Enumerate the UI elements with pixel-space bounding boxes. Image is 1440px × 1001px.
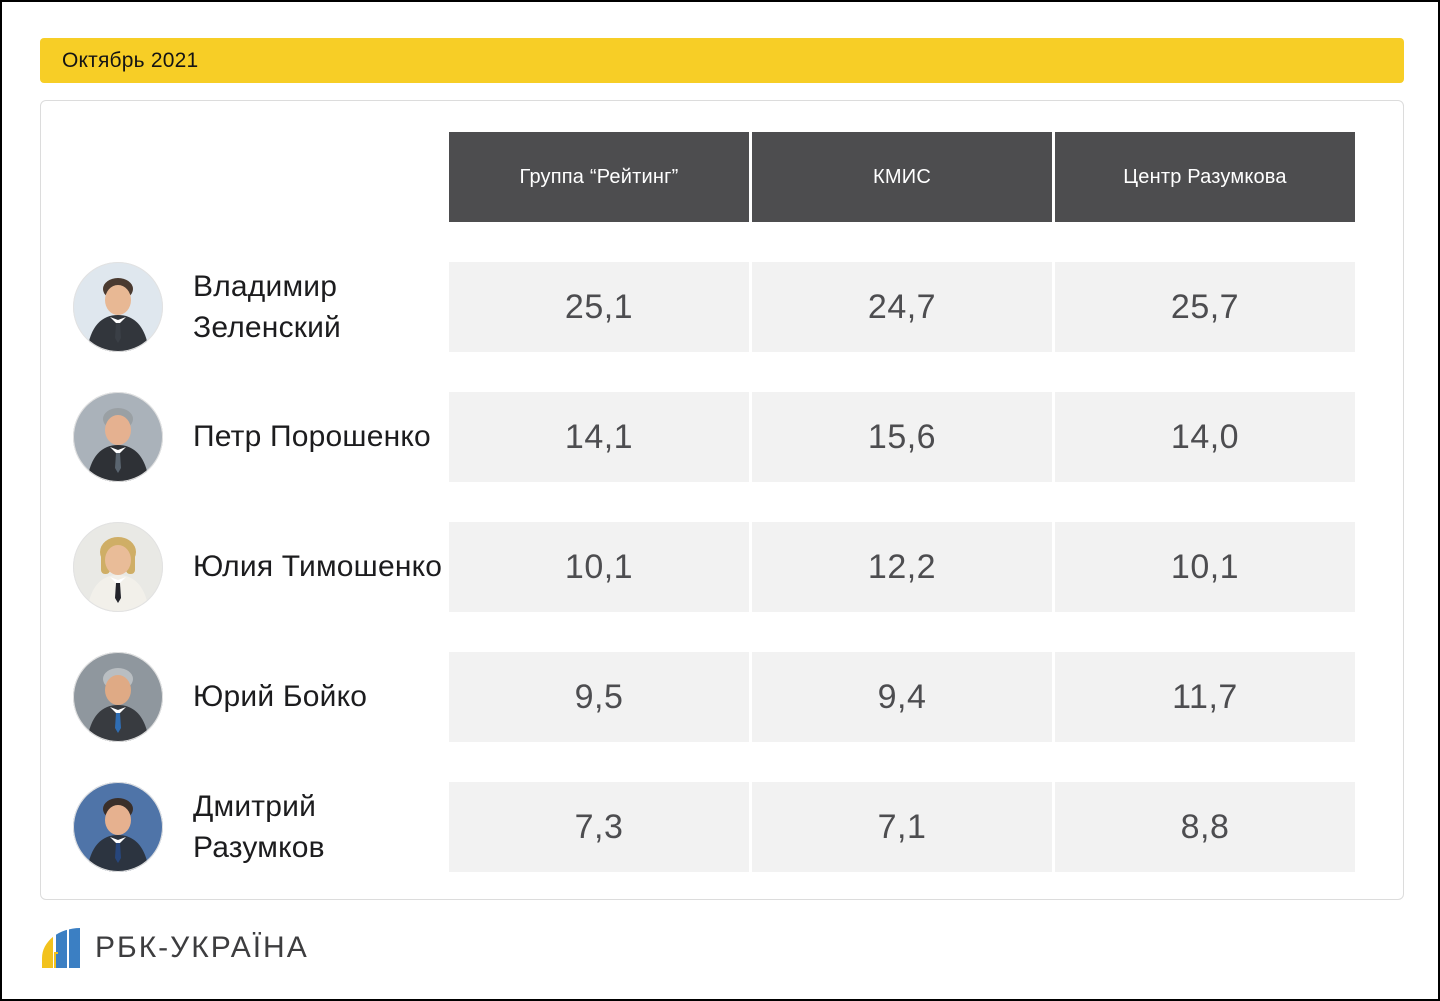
candidate-avatar: [73, 782, 163, 872]
candidate-avatar: [73, 522, 163, 612]
rbc-logo-text: РБК-УКРАЇНА: [95, 931, 309, 964]
poll-value-cell: [752, 392, 1052, 482]
column-header: Центр Разумкова: [1055, 132, 1355, 222]
poll-value-cell: [752, 782, 1052, 872]
poll-table: [73, 132, 1355, 872]
period-banner: [40, 38, 1404, 83]
candidate-name: Петр Порошенко: [193, 420, 431, 454]
header-spacer: [73, 132, 446, 222]
candidate-name: Дмитрий Разумков: [193, 789, 325, 864]
poll-value-cell: [1055, 262, 1355, 352]
footer-logo: [42, 922, 309, 974]
rbc-logo-icon: [42, 928, 80, 968]
poll-value-cell: [1055, 782, 1355, 872]
candidate-name: Владимир Зеленский: [193, 269, 342, 344]
poll-value: 14,1: [564, 417, 634, 456]
poll-value: 11,7: [1172, 677, 1238, 716]
poll-table-card: [40, 100, 1404, 900]
column-header: Группа “Рейтинг”: [449, 132, 749, 222]
poll-value-cell: [449, 262, 749, 352]
poll-value-cell: [752, 652, 1052, 742]
poll-value: 10,1: [564, 547, 634, 586]
poll-value-cell: [449, 392, 749, 482]
poll-value: 15,6: [867, 417, 937, 456]
poll-value: 7,3: [574, 807, 624, 846]
candidate-avatar: [73, 262, 163, 352]
poll-value: 25,1: [564, 287, 634, 326]
candidate-cell: [73, 782, 446, 872]
poll-value: 8,8: [1180, 807, 1230, 846]
poll-value-cell: [449, 652, 749, 742]
poll-value-cell: [449, 782, 749, 872]
candidate-cell: [73, 392, 446, 482]
candidate-name: Юлия Тимошенко: [193, 550, 443, 584]
poll-value: 24,7: [867, 287, 937, 326]
poll-value: 14,0: [1170, 417, 1240, 456]
column-header: КМИС: [752, 132, 1052, 222]
poll-value: 12,2: [867, 547, 937, 586]
candidate-cell: [73, 652, 446, 742]
candidate-name: Юрий Бойко: [193, 680, 368, 714]
poll-value-cell: [449, 522, 749, 612]
poll-value: 25,7: [1170, 287, 1240, 326]
poll-value: 9,4: [877, 677, 927, 716]
poll-value-cell: [752, 262, 1052, 352]
poll-value: 9,5: [574, 677, 624, 716]
candidate-cell: [73, 522, 446, 612]
poll-value: 7,1: [877, 807, 927, 846]
poll-value-cell: [1055, 392, 1355, 482]
poll-value-cell: [1055, 522, 1355, 612]
candidate-avatar: [73, 652, 163, 742]
poll-value: 10,1: [1170, 547, 1240, 586]
candidate-avatar: [73, 392, 163, 482]
poll-value-cell: [752, 522, 1052, 612]
poll-value-cell: [1055, 652, 1355, 742]
candidate-cell: [73, 262, 446, 352]
period-label: Октябрь 2021: [62, 48, 199, 72]
